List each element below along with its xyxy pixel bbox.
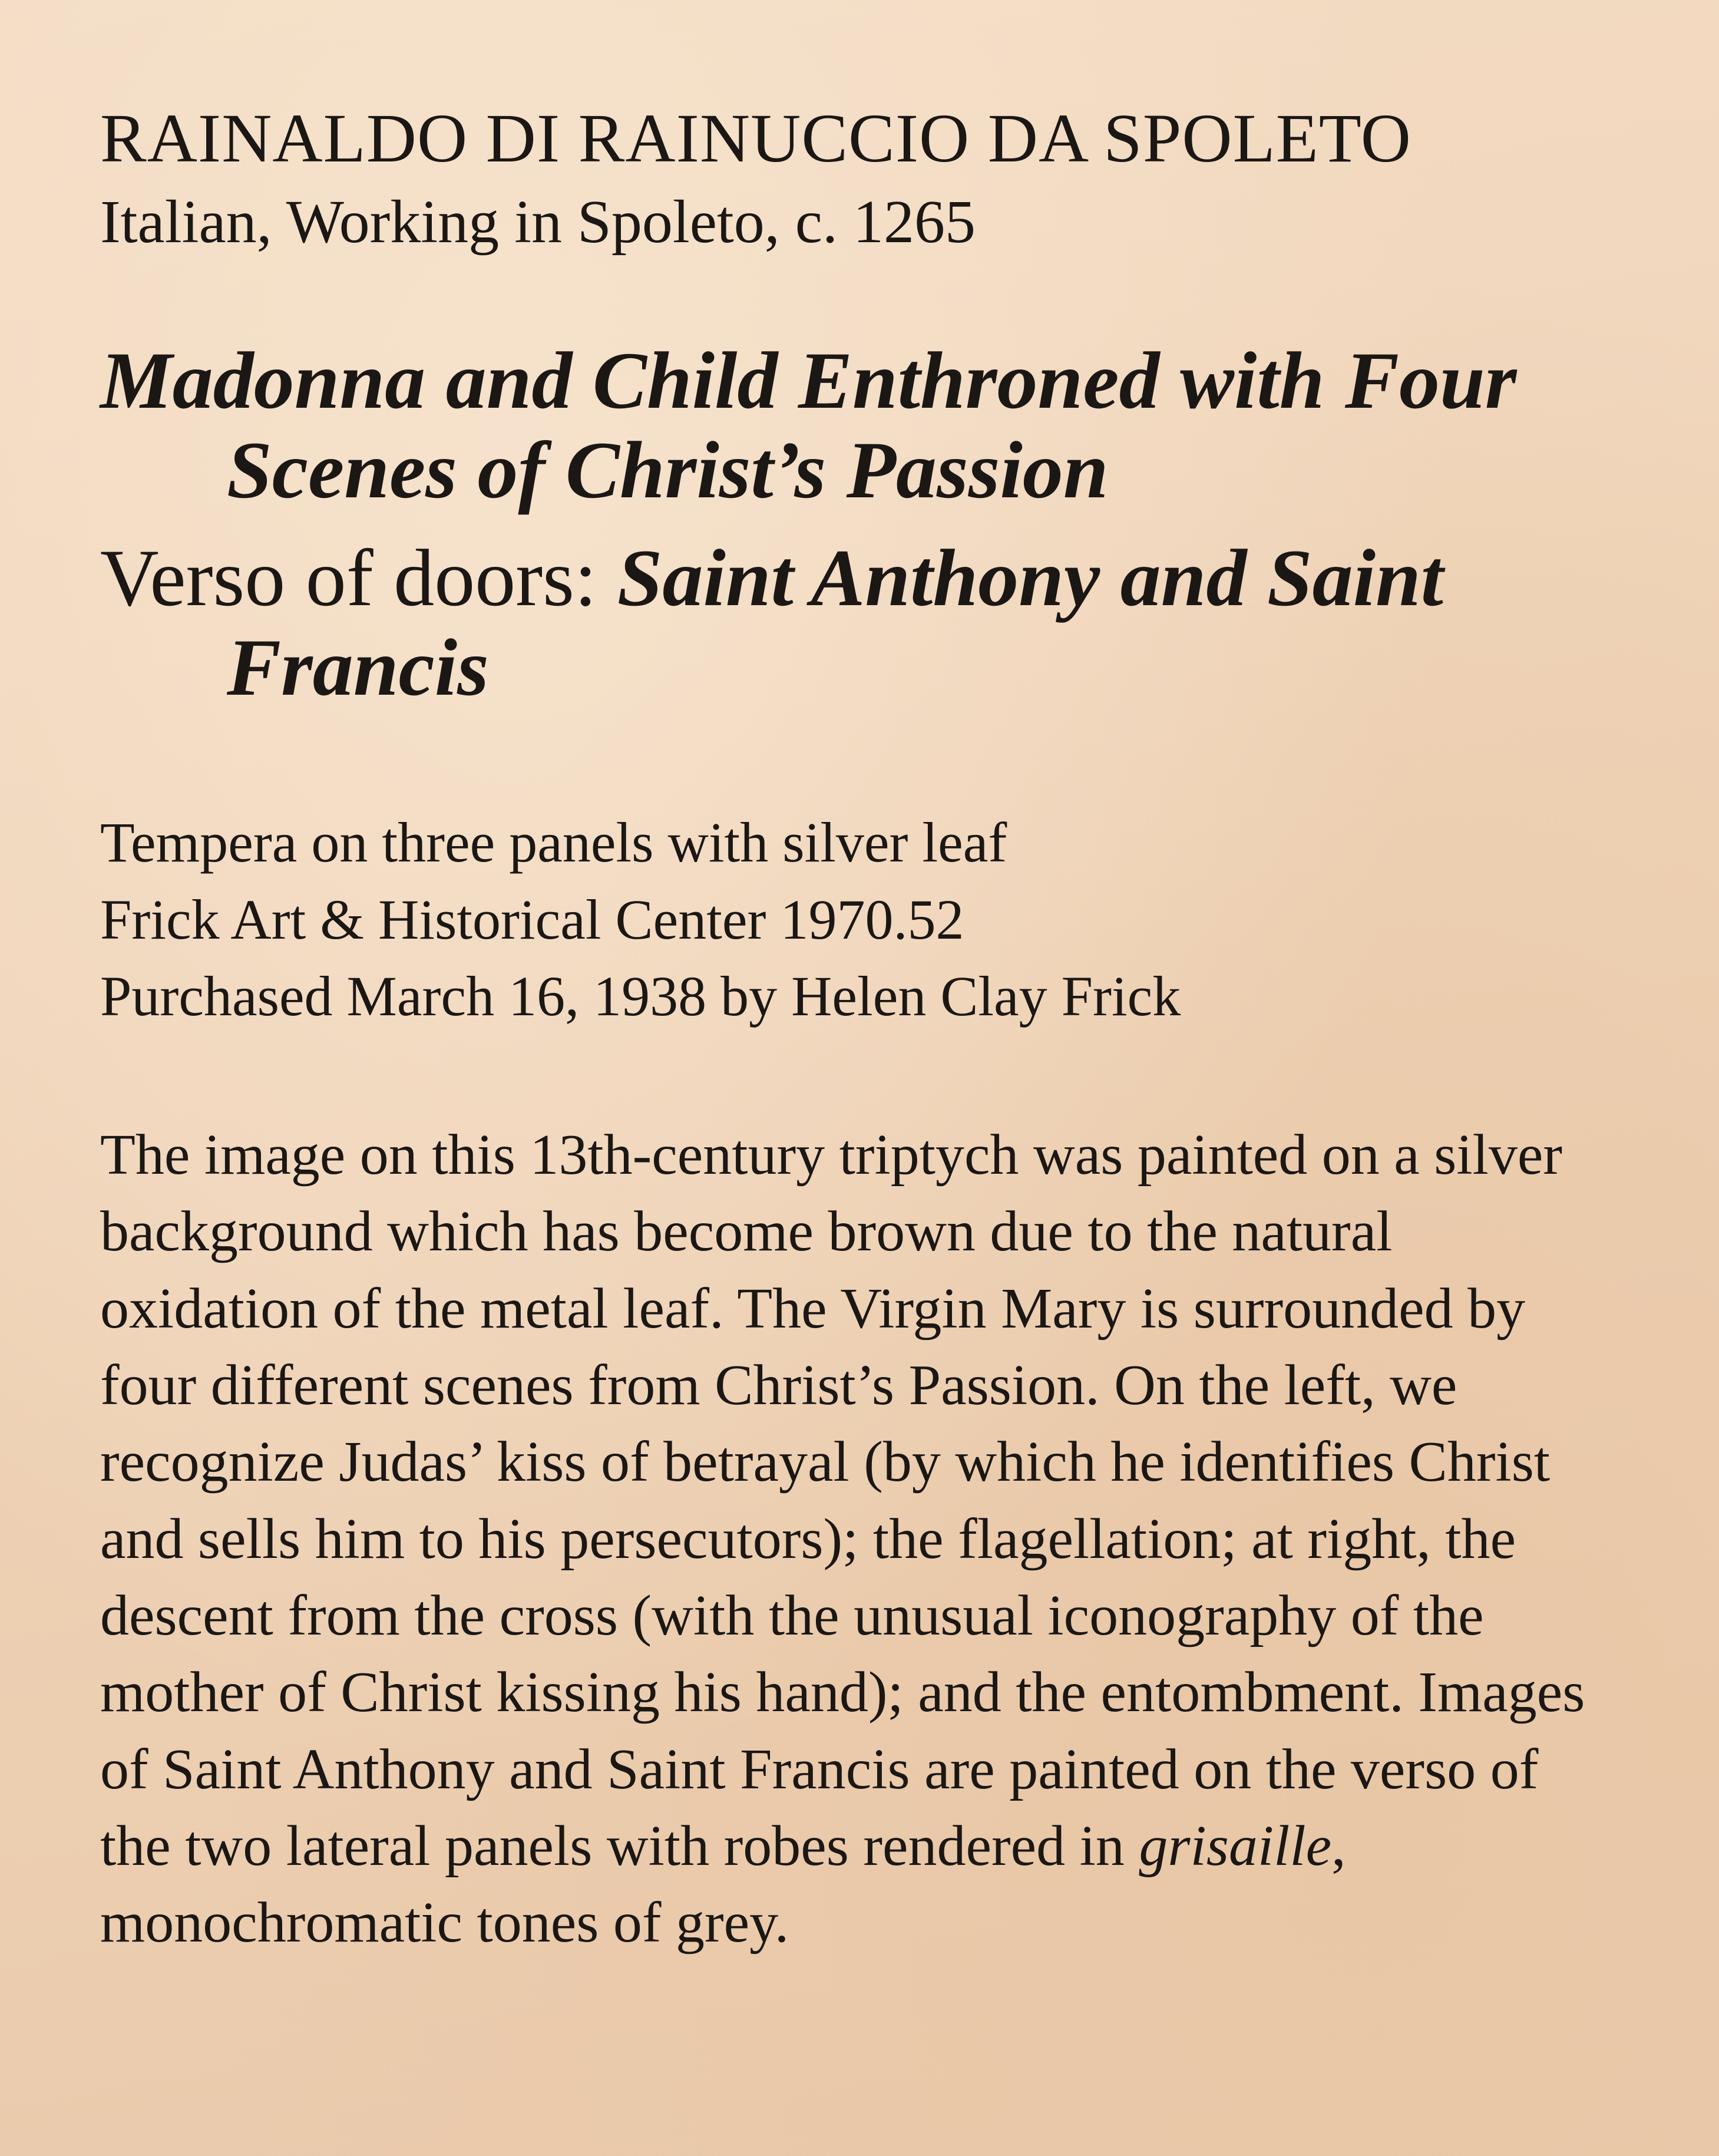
verso-title (100, 533, 1625, 712)
description-term: grisaille (1139, 1814, 1332, 1878)
collection-accession: Frick Art & Historical Center 1970.52 (100, 887, 964, 951)
description-text-2: , monochromatic tones of grey. (100, 1814, 1346, 1955)
artwork-title: Madonna and Child Enthroned with Four Scenes of Christ’s Passion (100, 335, 1517, 515)
artist-details: Italian, Working in Spoleto, c. 1265 (100, 188, 976, 256)
verso-subject: Saint Anthony and Saint Francis (227, 533, 1444, 712)
medium: Tempera on three panels with silver leaf (100, 811, 1007, 874)
artist-name: RAINALDO DI RAINUCCIO DA SPOLETO (100, 100, 1411, 177)
description-text-1: The image on this 13th-century triptych was painted on a silver background which has become brown due to the natural oxidation of the metal leaf. The Virgin Mary is surrounded by four different scenes from Christ’s Passion. On the left, we recognize Judas’ kiss of betrayal (by which he identifies Christ and sells him to his persecutors); the flagellation; at right, the descent from the cross (with the unusual iconography of the mother of Christ kissing his hand); and the entombment. Images of Saint Anthony and Saint Francis are painted on the verso of the two lateral panels with robes rendered in (100, 1123, 1585, 1878)
description-paragraph (100, 1117, 1586, 1962)
artwork-metadata (100, 804, 1625, 1035)
verso-prefix: Verso of doors: (100, 533, 617, 623)
provenance: Purchased March 16, 1938 by Helen Clay Frick (100, 965, 1181, 1028)
